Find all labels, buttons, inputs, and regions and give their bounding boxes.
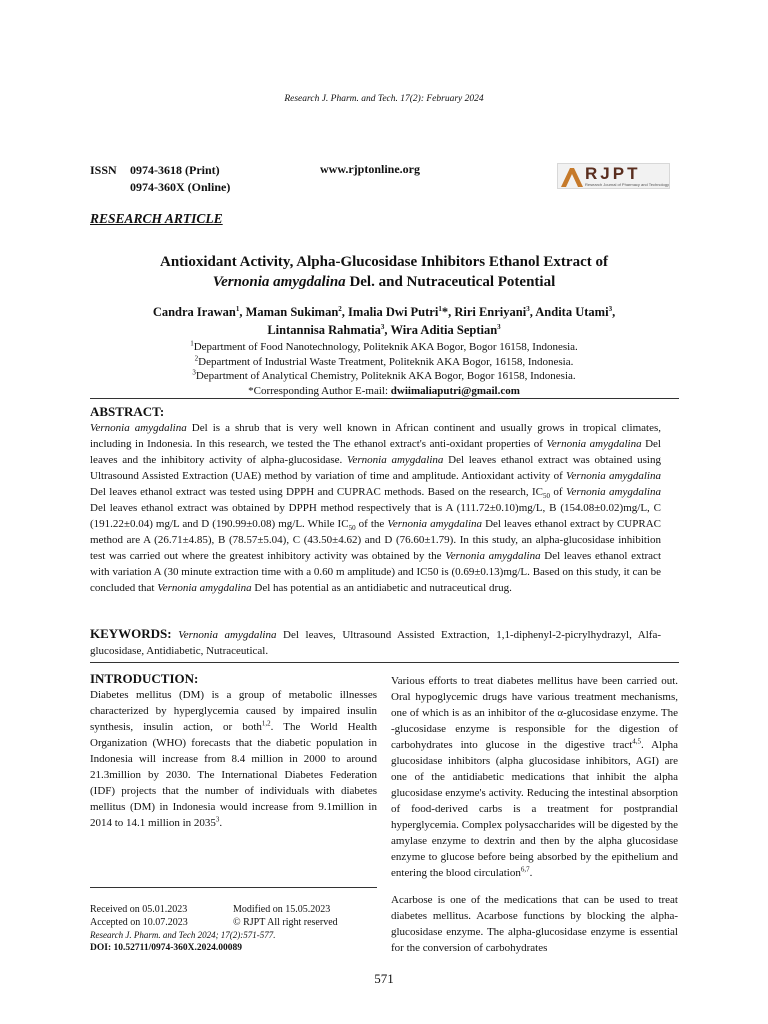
- accepted-date: Accepted on 10.07.2023: [90, 916, 188, 928]
- logo-subtitle: Research Journal of Pharmacy and Technology: [585, 182, 669, 187]
- footer-divider: [90, 887, 377, 888]
- introduction-section: [90, 671, 377, 831]
- citation-superscript: 1,2: [261, 719, 271, 728]
- text-run: Del leaves ethanol extract was obtained using Ultrasound Assisted Extraction (UAE) method by variation of time and amplitude. Antioxidant activity of: [90, 454, 661, 482]
- author-affiliation-mark: 1: [438, 304, 442, 313]
- italic-run: Vernonia amygdalina: [546, 438, 642, 450]
- subscript: 50: [348, 524, 356, 533]
- author-separator: ,: [384, 323, 391, 337]
- journal-website: www.rjptonline.org: [320, 162, 420, 176]
- italic-run: Vernonia amygdalina: [387, 518, 483, 530]
- author-affiliation-mark: 3: [608, 304, 613, 313]
- text-run: Del leaves, Ultrasound Assisted Extraction, 1,1-diphenyl-2-picrylhydrazyl, Alfa-glucosidase, Antidiabetic, Nutraceutical.: [90, 629, 662, 657]
- keywords-label: KEYWORDS:: [90, 626, 172, 641]
- corresponding-author: [90, 384, 678, 399]
- right-column-paragraph-1: [391, 673, 678, 881]
- article-type: RESEARCH ARTICLE: [90, 211, 223, 226]
- citation-superscript: 3: [215, 815, 220, 824]
- text-run: of the: [355, 518, 388, 530]
- doi: DOI: 10.52711/0974-360X.2024.00089: [90, 942, 242, 953]
- text-run: Del leaves ethanol extract with variation A (30 minute extraction time with a 0.60 m amplitude) and IC50 is (0.69±0.13)mg/L. Based on this study, it can be concluded that: [90, 550, 661, 594]
- modified-date: Modified on 15.05.2023: [233, 904, 331, 915]
- citation: Research J. Pharm. and Tech 2024; 17(2):571-577.: [90, 930, 276, 940]
- issn-print: 0974-3618 (Print): [130, 163, 220, 177]
- received-date: Received on 05.01.2023: [90, 904, 188, 915]
- abstract-body: [90, 420, 661, 596]
- affiliation-number: 3: [192, 368, 196, 377]
- author-separator: ,: [239, 305, 246, 319]
- divider-middle: [90, 662, 679, 663]
- text-run: Del is a shrub that is very well known in African continent and usually grows in tropical climates, including in Indonesia. In this research, we tested the The ethanol extract's anti-oxidant properties of: [90, 422, 661, 450]
- right-column: [391, 673, 678, 956]
- affiliation-line: [90, 355, 678, 370]
- right-column-paragraph-2: [391, 892, 678, 956]
- keywords-section: [90, 626, 661, 659]
- author-affiliation-mark: 3: [380, 322, 385, 331]
- abstract-heading: ABSTRACT:: [90, 404, 165, 419]
- text-run: .: [529, 867, 533, 879]
- author-name: Andita Utami: [535, 305, 609, 319]
- affiliation-text: Department of Industrial Waste Treatment, Politeknik AKA Bogor, 16158, Indonesia.: [198, 355, 574, 368]
- affiliation-line: [90, 369, 678, 384]
- divider-top: [90, 398, 679, 399]
- author-name: Candra Irawan: [152, 305, 236, 319]
- subscript: 50: [542, 492, 550, 501]
- abstract-section: [90, 403, 661, 596]
- journal-logo: [557, 163, 670, 189]
- author-separator: ,: [448, 305, 455, 319]
- corresponding-label: *Corresponding Author E-mail:: [248, 384, 391, 397]
- article-footer: [90, 904, 380, 954]
- title-line-1: Antioxidant Activity, Alpha-Glucosidase Inhibitors Ethanol Extract of: [160, 254, 608, 270]
- text-run: Del leaves ethanol extract by CUPRAC method are A (26.71±4.85), B (78.57±5.04), C (43.50±4.62) and D (76.60±1.79). In this study, an alpha-glucosidase inhibition test was carried out where the greatest inhibitory activity was obtained by the: [90, 518, 661, 562]
- italic-run: Vernonia amygdalina: [565, 486, 661, 498]
- corresponding-email: dwiimaliaputri@gmail.com: [390, 384, 520, 397]
- text-run: Del leaves and the inhibitory activity of alpha-glucosidase.: [90, 438, 661, 466]
- title-line-2: [90, 272, 678, 292]
- text-run: Various efforts to treat diabetes mellitus have been carried out. Oral hypoglycemic drugs have various treatment mechanisms, one of which is as an inhibitor of the α-glucosidase enzyme. The -glucosidase enzyme is responsible for the digestion of carbohydrates into glucose in the digestive tract: [391, 675, 678, 751]
- author-separator: ,: [612, 305, 616, 319]
- text-run: Del has potential as an antidiabetic and nutraceutical drug.: [251, 582, 512, 594]
- text-run: Del leaves ethanol extract was obtained by DPPH method respectively that is A (111.72±0.10)mg/L, B (154.08±0.02)mg/L, C (191.22±0.04) mg/L and D (190.99±0.08) mg/L. While IC: [90, 502, 661, 530]
- author-name: Riri Enriyani: [454, 305, 527, 319]
- text-run: . Alpha glucosidase inhibitors (alpha glucosidase inhibitors, AGI) are one of the antidiabetic medications that inhibit the alpha glucosidase enzyme's activity. Reducing the intestinal absorption of food-derived carbs is a treatment for postprandial hyperglycemia. Complex polysaccharides will be digested by the amylase enzyme to dextrin and then by the alpha glucosidase enzyme to glucose before being absorbed by the epithelium and entering the blood circulation: [391, 739, 678, 879]
- italic-run: Vernonia amygdalina: [347, 454, 444, 466]
- page-number: 571: [374, 971, 394, 986]
- issn-label: ISSN: [90, 163, 117, 177]
- introduction-body: [90, 687, 377, 831]
- text-run: Del leaves ethanol extract was tested using DPPH and CUPRAC methods. Based on the research, IC: [90, 486, 543, 498]
- italic-run: Vernonia amygdalina: [157, 582, 252, 594]
- author-affiliation-mark: 3: [526, 304, 530, 313]
- text-run: . The World Health Organization (WHO) forecasts that the diabetic population in Indonesia will increase from 8.4 million in 2000 to around 21.3million by 2030. The International Diabetes Federation (IDF) projects that the number of individuals with diabetes mellitus (DM) in Indonesia would increase from 9.1million in 2014 to 14.1 million in 2035: [90, 721, 377, 829]
- author-list: [90, 303, 678, 339]
- affiliation-line: [90, 340, 678, 355]
- author-name: Imalia Dwi Putri: [348, 305, 439, 319]
- affiliation-number: 1: [190, 339, 194, 348]
- italic-run: Vernonia amygdalina: [90, 422, 187, 434]
- text-run: Diabetes mellitus (DM) is a group of metabolic illnesses characterized by hyperglycemia caused by impaired insulin synthesis, insulin action, or both: [90, 689, 377, 733]
- author-affiliation-mark: 1: [235, 304, 240, 313]
- logo-mark-icon: [560, 166, 584, 188]
- author-name: Maman Sukiman: [245, 305, 339, 319]
- corresponding-marker: *: [441, 305, 449, 319]
- citation-superscript: 6,7: [520, 865, 530, 874]
- affiliation-text: Department of Analytical Chemistry, Politeknik AKA Bogor, Bogor 16158, Indonesia.: [195, 370, 576, 382]
- title-rest: Del. and Nutraceutical Potential: [345, 274, 556, 290]
- author-separator: ,: [341, 305, 349, 319]
- issn-block: [90, 162, 230, 196]
- author-affiliation-mark: 2: [338, 304, 342, 313]
- text-run: .: [219, 817, 223, 829]
- copyright-notice: © RJPT All right reserved: [233, 916, 338, 928]
- title-species: Vernonia amygdalina: [212, 274, 346, 290]
- affiliation-number: 2: [194, 353, 199, 362]
- citation-superscript: 4,5: [632, 737, 642, 746]
- italic-run: Vernonia amygdalina: [566, 470, 661, 482]
- author-separator: ,: [529, 305, 536, 319]
- affiliations: [90, 340, 678, 398]
- text-run: of: [549, 486, 566, 498]
- introduction-heading: INTRODUCTION:: [90, 671, 199, 686]
- italic-run: Vernonia amygdalina: [178, 629, 277, 641]
- affiliation-text: Department of Food Nanotechnology, Politeknik AKA Bogor, Bogor 16158, Indonesia.: [193, 341, 578, 353]
- running-head: Research J. Pharm. and Tech. 17(2): February 2024: [284, 94, 484, 104]
- issn-online: 0974-360X (Online): [130, 180, 231, 194]
- paper-title: [90, 252, 678, 292]
- logo-text: RJPT: [585, 164, 641, 183]
- author-name: Lintannisa Rahmatia: [267, 323, 381, 337]
- keywords-body: [90, 629, 661, 657]
- author-affiliation-mark: 3: [497, 322, 501, 331]
- italic-run: Vernonia amygdalina: [445, 550, 541, 562]
- author-name: Wira Aditia Septian: [390, 323, 498, 337]
- text-run: Acarbose is one of the medications that can be used to treat diabetes mellitus. Acarbose functions by blocking the alpha-glucosidase enzyme. The alpha-glucosidase enzyme is essential for the conversion of carbohydrates: [391, 894, 678, 954]
